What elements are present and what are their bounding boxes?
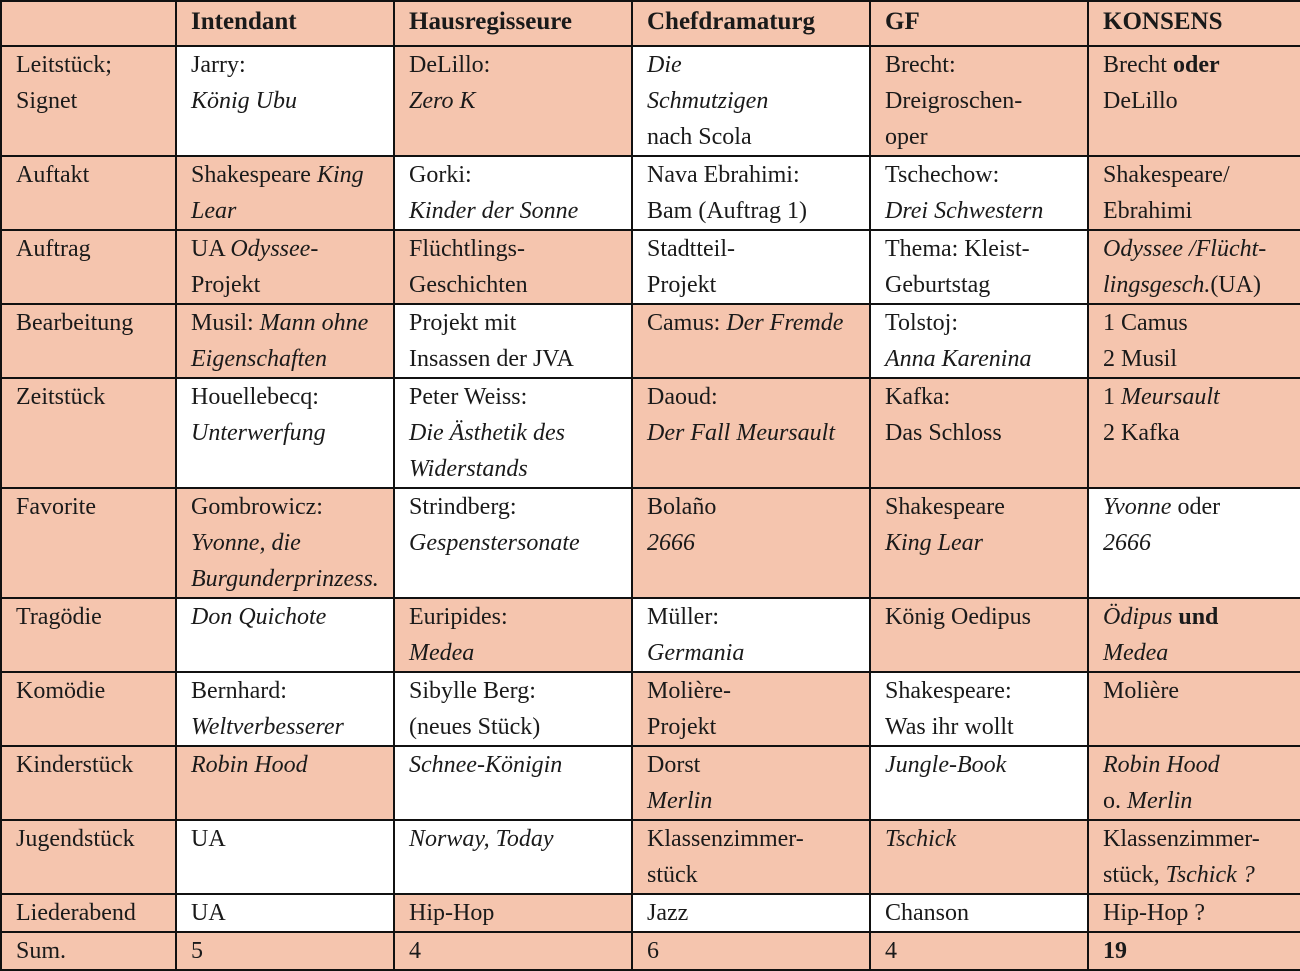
cell-gf (870, 488, 1088, 598)
header-gf: GF (870, 1, 1088, 46)
cell-hausregisseure (394, 672, 632, 746)
cell-line: Projekt (647, 272, 717, 298)
cell-gf (870, 230, 1088, 304)
row-kinderstueck (1, 746, 1300, 820)
cell-line: Geburtstag (885, 272, 991, 298)
cell-chefdramaturg (632, 156, 870, 230)
cell-konsens (1088, 304, 1300, 378)
cell-line: Norway, Today (409, 826, 554, 852)
cell-line: DeLillo (1103, 88, 1178, 114)
header-konsens: KONSENS (1088, 1, 1300, 46)
cell-line: Burgunderprinzess. (191, 566, 379, 592)
cell-line: Strindberg: (409, 494, 517, 520)
cell-line: 2666 (647, 530, 695, 556)
cell-fragment: Meursault (1121, 384, 1220, 410)
cell-line: Stadtteil- (647, 236, 735, 262)
cell-line (1103, 47, 1296, 83)
cell-line: Jazz (647, 900, 689, 926)
cell-intendant (176, 488, 394, 598)
cell-line: nach Scola (647, 124, 752, 150)
cell-hausregisseure (394, 746, 632, 820)
cell-intendant (176, 820, 394, 894)
cell-konsens (1088, 46, 1300, 156)
row-auftrag (1, 230, 1300, 304)
row-auftakt (1, 156, 1300, 230)
cell-line: Flüchtlings- (409, 236, 526, 262)
cell-line: Schnee-Königin (409, 752, 563, 778)
cell-line: Kafka: (885, 384, 951, 410)
header-chefdramaturg: Chefdramaturg (632, 1, 870, 46)
cell-line: 2 Kafka (1103, 420, 1180, 446)
cell-line: Hip-Hop ? (1103, 900, 1205, 926)
cell-hausregisseure (394, 598, 632, 672)
row-label: Auftakt (1, 156, 176, 230)
cell-line: King Lear (885, 530, 984, 556)
cell-line (1103, 267, 1296, 303)
cell-line: 19 (1103, 938, 1127, 964)
cell-line: Drei Schwestern (885, 198, 1044, 224)
cell-line (191, 305, 389, 341)
cell-line: Robin Hood (1103, 752, 1220, 778)
cell-line: Gorki: (409, 162, 472, 188)
cell-fragment: Musil: (191, 310, 260, 336)
cell-hausregisseure (394, 156, 632, 230)
cell-chefdramaturg (632, 746, 870, 820)
cell-intendant (176, 746, 394, 820)
cell-fragment: Mann ohne (259, 310, 369, 336)
cell-intendant (176, 304, 394, 378)
cell-gf (870, 304, 1088, 378)
cell-line: Die (647, 52, 682, 78)
cell-gf (870, 932, 1088, 970)
cell-line (1103, 489, 1296, 525)
cell-fragment: Odyssee- (230, 236, 319, 262)
cell-line: Gombrowicz: (191, 494, 323, 520)
cell-fragment: und (1172, 604, 1219, 630)
cell-line: Jarry: (191, 52, 246, 78)
cell-line: 4 (885, 938, 897, 964)
cell-line: Ebrahimi (1103, 198, 1193, 224)
row-label: Auftrag (1, 230, 176, 304)
cell-line: UA (191, 826, 226, 852)
cell-hausregisseure (394, 46, 632, 156)
cell-gf (870, 378, 1088, 488)
cell-line: Die Ästhetik des (409, 420, 565, 446)
row-label: Favorite (1, 488, 176, 598)
cell-fragment: oder (1172, 52, 1220, 78)
cell-chefdramaturg (632, 672, 870, 746)
cell-chefdramaturg (632, 304, 870, 378)
cell-line: Dreigroschen- (885, 88, 1023, 114)
cell-gf (870, 598, 1088, 672)
cell-fragment: UA (191, 236, 231, 262)
cell-line (1103, 599, 1296, 635)
cell-line: Eigenschaften (191, 346, 327, 372)
cell-intendant (176, 598, 394, 672)
row-label: Zeitstück (1, 378, 176, 488)
cell-konsens (1088, 932, 1300, 970)
cell-line: Gespenstersonate (409, 530, 580, 556)
cell-gf (870, 894, 1088, 932)
cell-gf (870, 820, 1088, 894)
header-row (1, 1, 1300, 46)
row-label: Sum. (1, 932, 176, 970)
cell-intendant (176, 156, 394, 230)
cell-chefdramaturg (632, 230, 870, 304)
cell-line: Schmutzigen (647, 88, 769, 114)
row-label: Komödie (1, 672, 176, 746)
cell-line: Unterwerfung (191, 420, 326, 446)
cell-line: Anna Karenina (885, 346, 1032, 372)
cell-line: Bam (Auftrag 1) (647, 198, 807, 224)
cell-line: Projekt (191, 272, 261, 298)
row-label: Jugendstück (1, 820, 176, 894)
cell-konsens (1088, 378, 1300, 488)
cell-gf (870, 46, 1088, 156)
cell-line (1103, 783, 1296, 819)
row-label: Kinderstück (1, 746, 176, 820)
cell-line: stück (647, 862, 698, 888)
cell-konsens (1088, 672, 1300, 746)
cell-fragment: Shakespeare (191, 162, 317, 188)
cell-hausregisseure (394, 820, 632, 894)
cell-fragment: Ödipus (1103, 604, 1173, 630)
cell-line (1103, 379, 1296, 415)
cell-line: Jungle-Book (885, 752, 1007, 778)
cell-line: DeLillo: (409, 52, 491, 78)
cell-hausregisseure (394, 378, 632, 488)
cell-line: 6 (647, 938, 659, 964)
cell-chefdramaturg (632, 894, 870, 932)
cell-fragment: Der Fremde (726, 310, 844, 336)
cell-line: Sibylle Berg: (409, 678, 536, 704)
cell-fragment: stück (1103, 862, 1154, 888)
cell-konsens (1088, 820, 1300, 894)
cell-line: Shakespeare: (885, 678, 1012, 704)
cell-line: Shakespeare/ (1103, 162, 1230, 188)
cell-line: Shakespeare (885, 494, 1005, 520)
cell-line: Tolstoj: (885, 310, 958, 336)
cell-line: König Oedipus (885, 604, 1031, 630)
cell-line: Was ihr wollt (885, 714, 1014, 740)
cell-fragment: Brecht (1103, 52, 1173, 78)
cell-intendant (176, 894, 394, 932)
row-label: Liederabend (1, 894, 176, 932)
cell-line: Houellebecq: (191, 384, 319, 410)
cell-fragment: King (316, 162, 364, 188)
cell-line: Tschick (885, 826, 957, 852)
cell-line: Zero K (409, 88, 476, 114)
cell-fragment: lingsgesch. (1103, 272, 1211, 298)
cell-line: Euripides: (409, 604, 508, 630)
cell-line (647, 305, 865, 341)
cell-fragment: Yvonne (1103, 494, 1172, 520)
cell-line: Bolaño (647, 494, 717, 520)
cell-line: Medea (409, 640, 475, 666)
cell-line: 5 (191, 938, 203, 964)
cell-line: Weltverbesserer (191, 714, 344, 740)
cell-hausregisseure (394, 894, 632, 932)
header-corner-cell (1, 1, 176, 46)
row-bearbeitung (1, 304, 1300, 378)
cell-line: Robin Hood (191, 752, 308, 778)
cell-line: Dorst (647, 752, 701, 778)
cell-line: Der Fall Meursault (647, 420, 835, 446)
cell-line: 1 Camus (1103, 310, 1188, 336)
cell-chefdramaturg (632, 46, 870, 156)
cell-line: (neues Stück) (409, 714, 541, 740)
cell-line: Germania (647, 640, 745, 666)
cell-intendant (176, 672, 394, 746)
cell-gf (870, 672, 1088, 746)
cell-line: Nava Ebrahimi: (647, 162, 800, 188)
cell-line: Klassenzimmer- (1103, 826, 1260, 852)
cell-hausregisseure (394, 304, 632, 378)
cell-line: Merlin (647, 788, 713, 814)
cell-fragment: Camus: (647, 310, 727, 336)
cell-line: Daoud: (647, 384, 718, 410)
cell-line: Klassenzimmer- (647, 826, 804, 852)
header-hausregisseure: Hausregisseure (394, 1, 632, 46)
row-zeitstueck (1, 378, 1300, 488)
row-tragoedie (1, 598, 1300, 672)
row-label (1, 46, 176, 156)
cell-hausregisseure (394, 230, 632, 304)
label-line: Leitstück; (16, 52, 112, 78)
cell-line: Geschichten (409, 272, 528, 298)
cell-line: Medea (1103, 640, 1169, 666)
cell-intendant (176, 378, 394, 488)
cell-line: Das Schloss (885, 420, 1002, 446)
cell-line: Brecht: (885, 52, 956, 78)
cell-chefdramaturg (632, 488, 870, 598)
cell-intendant (176, 230, 394, 304)
cell-gf (870, 746, 1088, 820)
cell-konsens (1088, 598, 1300, 672)
cell-line: 4 (409, 938, 421, 964)
cell-fragment: , Tschick ? (1153, 862, 1255, 888)
cell-konsens (1088, 230, 1300, 304)
cell-intendant (176, 46, 394, 156)
cell-hausregisseure (394, 488, 632, 598)
cell-line: Bernhard: (191, 678, 287, 704)
cell-line: Chanson (885, 900, 969, 926)
cell-line: Odyssee /Flücht- (1103, 236, 1267, 262)
cell-chefdramaturg (632, 820, 870, 894)
cell-line (1103, 857, 1296, 893)
cell-line: Molière- (647, 678, 731, 704)
cell-konsens (1088, 894, 1300, 932)
header-intendant: Intendant (176, 1, 394, 46)
cell-line: 2 Musil (1103, 346, 1178, 372)
cell-line: 2666 (1103, 530, 1151, 556)
cell-line: Müller: (647, 604, 719, 630)
cell-line: Insassen der JVA (409, 346, 574, 372)
cell-fragment: 1 (1103, 384, 1121, 410)
cell-line: UA (191, 900, 226, 926)
cell-konsens (1088, 746, 1300, 820)
row-liederabend (1, 894, 1300, 932)
row-jugendstueck (1, 820, 1300, 894)
row-sum (1, 932, 1300, 970)
row-label: Bearbeitung (1, 304, 176, 378)
cell-fragment: Merlin (1127, 788, 1193, 814)
cell-line (191, 231, 389, 267)
row-label: Tragödie (1, 598, 176, 672)
row-leitstueck (1, 46, 1300, 156)
cell-hausregisseure (394, 932, 632, 970)
cell-line: Molière (1103, 678, 1179, 704)
cell-line: Yvonne, die (191, 530, 301, 556)
cell-line: Kinder der Sonne (409, 198, 579, 224)
cell-line: Widerstands (409, 456, 528, 482)
cell-fragment: o. (1103, 788, 1127, 814)
cell-konsens (1088, 488, 1300, 598)
cell-line: Don Quichote (191, 604, 327, 630)
cell-line: Projekt (647, 714, 717, 740)
cell-line: Thema: Kleist- (885, 236, 1030, 262)
cell-intendant (176, 932, 394, 970)
cell-fragment: (UA) (1210, 272, 1261, 298)
cell-line: Tschechow: (885, 162, 1000, 188)
cell-line: Hip-Hop (409, 900, 495, 926)
cell-gf (870, 156, 1088, 230)
cell-line: König Ubu (191, 88, 298, 114)
cell-line: Lear (191, 198, 237, 224)
cell-chefdramaturg (632, 932, 870, 970)
label-line: Signet (16, 88, 78, 114)
cell-line: Peter Weiss: (409, 384, 528, 410)
cell-line: oper (885, 124, 928, 150)
cell-line (191, 157, 389, 193)
cell-chefdramaturg (632, 598, 870, 672)
cell-chefdramaturg (632, 378, 870, 488)
cell-fragment: oder (1171, 494, 1221, 520)
cell-line: Projekt mit (409, 310, 517, 336)
cell-konsens (1088, 156, 1300, 230)
row-favorite (1, 488, 1300, 598)
row-komoedie (1, 672, 1300, 746)
